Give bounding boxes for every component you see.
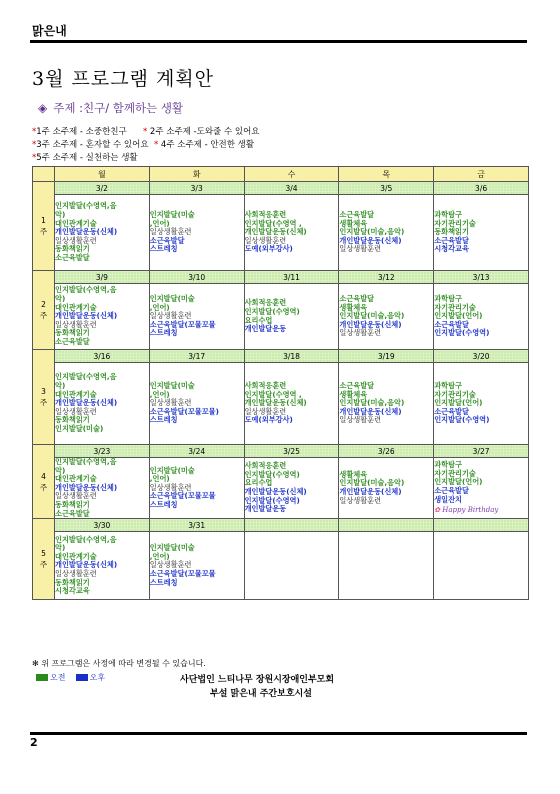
activity-item: 사회적응훈련 — [244, 210, 287, 220]
date-cell: 3/25 — [244, 445, 339, 458]
activity-item: 개인발달운동(신체) — [244, 227, 307, 237]
activity-item: 인지발달(수영역,음 — [55, 534, 117, 544]
activity-item: 동화책읽기 — [55, 415, 90, 425]
week-label-part: 2 — [41, 300, 46, 309]
week-label-part: 3 — [41, 387, 46, 396]
star-icon: * — [32, 140, 37, 150]
week-topic-5: 5주 소주제 - 실천하는 생활 — [36, 153, 138, 163]
week-label-part: 주 — [39, 227, 48, 236]
activity-item: 소근육발달 — [434, 406, 469, 416]
activity-item: 개인발달운동(신체) — [339, 319, 402, 329]
activity-item: 인지발달(미술,음악) — [339, 227, 405, 237]
activity-item: 동화책읽기 — [55, 328, 90, 338]
date-row — [33, 182, 529, 195]
activity-item: 생활체육 — [339, 218, 368, 228]
activity-item: ,언어) — [149, 389, 170, 399]
week-topic-1: 1주 소주제 - 소중한친구 — [36, 127, 127, 137]
activity-item: 일상생활훈련 — [55, 568, 97, 578]
date-row — [33, 271, 529, 284]
week-label — [33, 445, 55, 519]
activity-item: 인지발달(수영역,음 — [55, 372, 117, 382]
activity-item: 과학탐구 — [434, 460, 462, 470]
activity-item: 일상생활훈련 — [149, 560, 192, 570]
activity-item: 인지발달(미술,음악) — [339, 311, 405, 321]
activity-item: 개인발달운동(신체) — [55, 482, 118, 492]
activity-item: 인지발달(미술 — [149, 543, 195, 553]
week-label — [33, 519, 55, 600]
activity-item: 개인발달운동 — [244, 324, 287, 334]
activity-row — [33, 363, 529, 445]
date-cell: 3/20 — [434, 350, 529, 363]
activity-item: 일상생활훈련 — [244, 406, 287, 416]
activity-item: 자기관리기술 — [434, 218, 476, 228]
activity-item: 일상생활훈련 — [149, 311, 192, 321]
activity-item: 일상생활훈련 — [149, 227, 192, 237]
date-cell: 3/18 — [244, 350, 339, 363]
activity-item: 시청각교육 — [55, 586, 90, 596]
activity-cell — [434, 532, 529, 600]
activity-item: ,언어) — [149, 218, 170, 228]
activity-cell — [244, 284, 339, 350]
week-label-part: 5 — [41, 549, 46, 559]
activity-item: 소근육발달 — [434, 235, 469, 245]
date-cell: 3/31 — [149, 519, 244, 532]
activity-cell — [339, 195, 434, 271]
activity-cell — [434, 195, 529, 271]
date-row — [33, 445, 529, 458]
week-label — [33, 182, 55, 271]
asterisk-icon: ✻ — [32, 659, 39, 668]
activity-item: 사회적응훈련 — [244, 298, 287, 308]
activity-item: 자기관리기술 — [434, 302, 476, 312]
activity-item: 일상생활훈련 — [339, 415, 382, 425]
activity-item: 사회적응훈련 — [244, 461, 287, 471]
date-cell: 3/17 — [149, 350, 244, 363]
activity-item: 스트레칭 — [149, 244, 178, 254]
activity-item: 일상생활훈련 — [149, 398, 192, 408]
activity-item: 소근육발달 — [339, 210, 375, 220]
activity-item: 일상생활훈련 — [55, 319, 97, 329]
activity-item: 사회적응훈련 — [244, 381, 287, 391]
activity-cell — [55, 458, 150, 519]
program-table — [32, 166, 529, 600]
day-header: 금 — [434, 167, 529, 182]
date-cell: 3/30 — [55, 519, 150, 532]
activity-item: 스트레칭 — [149, 328, 178, 338]
activity-cell — [434, 458, 529, 519]
week-label-part: 주 — [39, 311, 48, 320]
activity-item: 생활체육 — [339, 389, 368, 399]
date-row — [33, 519, 529, 532]
activity-item: 인지발달(미술,음악) — [339, 398, 405, 408]
activity-item: 인지발달(수영역,음 — [55, 201, 117, 211]
header-title: 맑은내 — [32, 24, 67, 38]
activity-item: 인지발달(수영역) — [244, 306, 300, 316]
activity-item: 일상생활훈련 — [339, 244, 382, 254]
activity-item: 동화책읽기 — [434, 227, 469, 237]
activity-row — [33, 284, 529, 350]
date-cell — [434, 519, 529, 532]
activity-item: 생활체육 — [339, 469, 368, 479]
date-cell — [244, 519, 339, 532]
activity-item: 요리수업 — [244, 315, 273, 325]
activity-item: 개인발달운동(신체) — [55, 398, 118, 408]
date-cell: 3/13 — [434, 271, 529, 284]
date-cell: 3/23 — [55, 445, 150, 458]
activity-item: 과학탐구 — [434, 294, 462, 304]
change-note — [32, 658, 206, 669]
activity-item: 스트레칭 — [149, 415, 178, 425]
star-icon: * — [32, 127, 37, 137]
legend-am-swatch — [36, 674, 48, 681]
activity-item: 개인발달운동(신체) — [339, 235, 402, 245]
activity-item: 동화책읽기 — [55, 577, 90, 587]
week-topic-2: 2주 소주제 -도와줄 수 있어요 — [149, 127, 260, 137]
activity-item: ,언어) — [149, 551, 170, 561]
theme-text: 주제 :친구/ 함께하는 생활 — [53, 101, 184, 115]
date-row — [33, 350, 529, 363]
activity-item: 일상생활훈련 — [55, 491, 97, 501]
day-header: 화 — [149, 167, 244, 182]
activity-item: 과학탐구 — [434, 210, 462, 220]
activity-item: 소근육발달 — [55, 252, 90, 262]
activity-item: 소근육발달(꼬물꼬물 — [149, 568, 216, 578]
activity-item: 인지발달(수영역) — [434, 328, 490, 338]
activity-item: 악) — [55, 210, 66, 220]
change-note-text: 위 프로그램은 사정에 따라 변경될 수 있습니다. — [41, 659, 206, 668]
activity-item: 인지발달(미술 — [149, 381, 195, 391]
activity-item: 도예(외부강사) — [244, 415, 293, 425]
activity-item: 인지발달(언어) — [434, 398, 483, 408]
week-topic-4: 4주 소주제 - 안전한 생활 — [160, 140, 255, 150]
date-cell: 3/27 — [434, 445, 529, 458]
activity-cell — [149, 195, 244, 271]
date-cell: 3/4 — [244, 182, 339, 195]
activity-item: 악) — [55, 381, 66, 391]
activity-item: 소근육발달 — [149, 235, 185, 245]
activity-row — [33, 458, 529, 519]
activity-cell — [339, 284, 434, 350]
activity-cell — [244, 195, 339, 271]
activity-item: 개인발달운동(신체) — [339, 406, 402, 416]
activity-item: 시청각교육 — [434, 244, 469, 254]
activity-item: 소근육발달(꼬물꼬물 — [149, 319, 216, 329]
birthday-text: Happy Birthday — [442, 506, 499, 515]
corner-cell — [33, 167, 55, 182]
page-title: 3월 프로그램 계획안 — [32, 68, 214, 90]
star-icon: * — [153, 140, 159, 150]
week-topics-row-1 — [32, 126, 260, 139]
legend-pm-swatch — [76, 674, 88, 681]
date-cell: 3/5 — [339, 182, 434, 195]
legend — [36, 672, 105, 683]
date-cell: 3/3 — [149, 182, 244, 195]
activity-item: 인지발달(미술) — [55, 423, 104, 433]
activity-item: 개인발달운동(신체) — [244, 487, 307, 497]
activity-item: 소근육발달 — [55, 508, 90, 518]
activity-item: 동화책읽기 — [55, 499, 90, 509]
activity-cell — [434, 284, 529, 350]
date-cell: 3/9 — [55, 271, 150, 284]
activity-cell — [244, 363, 339, 445]
date-cell: 3/24 — [149, 445, 244, 458]
activity-item: 자기관리기술 — [434, 389, 476, 399]
date-cell: 3/26 — [339, 445, 434, 458]
birthday-banner — [434, 506, 498, 515]
legend-am-label: 오전 — [50, 673, 66, 682]
week-label-part: 1 — [41, 216, 46, 225]
page-number: 2 — [30, 736, 38, 749]
activity-item: 개인발달운동(신체) — [55, 560, 118, 570]
activity-item: 인지발달(미술,음악) — [339, 478, 405, 488]
activity-item: 개인발달운동(신체) — [55, 311, 118, 321]
theme-line — [38, 100, 183, 116]
activity-cell — [149, 363, 244, 445]
activity-item: 대인관계기술 — [55, 218, 97, 228]
balloon-icon: ✿ — [434, 506, 443, 515]
date-cell: 3/12 — [339, 271, 434, 284]
week-label — [33, 350, 55, 445]
diamond-icon: ◈ — [38, 101, 48, 115]
week-label-part: 주 — [39, 560, 48, 570]
activity-item: 소근육발달 — [339, 381, 375, 391]
activity-item: 인지발달(미술 — [149, 210, 195, 220]
activity-item: 인지발달(언어) — [434, 311, 483, 321]
org-name: 사단법인 느티나무 장원시장애인부모회 — [180, 675, 335, 685]
date-cell: 3/10 — [149, 271, 244, 284]
activity-cell — [149, 458, 244, 519]
activity-cell — [339, 532, 434, 600]
footer-divider — [30, 732, 527, 735]
activity-item: 소근육발달(꼬물꼬물 — [149, 491, 216, 501]
activity-item: 대인관계기술 — [55, 302, 97, 312]
week-topic-3: 3주 소주제 - 혼자할 수 있어요 — [36, 140, 149, 150]
activity-item: ,언어) — [149, 474, 170, 484]
activity-row — [33, 532, 529, 600]
day-header-row — [33, 167, 529, 182]
date-cell: 3/2 — [55, 182, 150, 195]
activity-item: 대인관계기술 — [55, 389, 97, 399]
week-label-part: 주 — [39, 398, 48, 407]
activity-item: 인지발달(수영역 , — [244, 389, 302, 399]
date-cell: 3/19 — [339, 350, 434, 363]
date-cell: 3/16 — [55, 350, 150, 363]
week-label — [33, 271, 55, 350]
activity-cell — [55, 532, 150, 600]
activity-item: 인지발달(수영역,음 — [55, 285, 117, 295]
activity-cell — [55, 363, 150, 445]
week-topics — [32, 126, 260, 165]
activity-item: 자기관리기술 — [434, 468, 476, 478]
day-header: 월 — [55, 167, 150, 182]
legend-pm-label: 오후 — [89, 673, 106, 682]
week-topics-row-2 — [32, 139, 260, 152]
activity-item: 인지발달(수영역 , — [244, 218, 302, 228]
activity-item: 대인관계기술 — [55, 551, 97, 561]
activity-item: 인지발달(수영역) — [244, 469, 300, 479]
activity-item: 대인관계기술 — [55, 474, 97, 484]
activity-item: 악) — [55, 465, 66, 475]
activity-item: 일상생활훈련 — [339, 495, 382, 505]
date-cell: 3/6 — [434, 182, 529, 195]
activity-cell — [339, 458, 434, 519]
activity-item: 요리수업 — [244, 478, 273, 488]
activity-item: 도예(외부강사) — [244, 244, 293, 254]
activity-cell — [149, 532, 244, 600]
activity-item: ,언어) — [149, 302, 170, 312]
star-icon: * — [142, 127, 148, 137]
activity-cell — [244, 458, 339, 519]
activity-item: 소근육발달 — [434, 319, 469, 329]
activity-cell — [434, 363, 529, 445]
activity-item: 인지발달(미술 — [149, 294, 195, 304]
activity-item: 과학탐구 — [434, 381, 462, 391]
week-label-part: 주 — [39, 482, 48, 492]
activity-item: 악) — [55, 294, 66, 304]
day-header: 목 — [339, 167, 434, 182]
activity-item: 생일잔치 — [434, 494, 462, 504]
week-label-part: 4 — [41, 471, 46, 481]
activity-item: 일상생활훈련 — [55, 235, 97, 245]
activity-item: 일상생활훈련 — [339, 328, 382, 338]
activity-row — [33, 195, 529, 271]
activity-item: 인지발달(언어) — [434, 477, 483, 487]
date-cell — [339, 519, 434, 532]
facility-name: 부설 맑은내 주간보호시설 — [210, 689, 312, 699]
header-divider — [30, 40, 527, 43]
activity-item: 일상생활훈련 — [244, 235, 287, 245]
activity-cell — [244, 532, 339, 600]
activity-item: 스트레칭 — [149, 577, 178, 587]
activity-cell — [339, 363, 434, 445]
star-icon: * — [32, 153, 37, 163]
activity-item: 생활체육 — [339, 302, 368, 312]
activity-cell — [149, 284, 244, 350]
day-header: 수 — [244, 167, 339, 182]
date-cell: 3/11 — [244, 271, 339, 284]
activity-cell — [55, 284, 150, 350]
activity-item: 소근육발달 — [434, 486, 469, 496]
activity-item: 개인발달운동 — [244, 504, 287, 514]
activity-cell — [55, 195, 150, 271]
activity-item: 인지발달(미술 — [149, 465, 195, 475]
activity-item: 일상생활훈련 — [55, 406, 97, 416]
activity-item: 악) — [55, 543, 66, 553]
activity-item: 개인발달운동(신체) — [55, 227, 118, 237]
activity-item: 일상생활훈련 — [149, 482, 192, 492]
activity-item: 소근육발달 — [339, 294, 375, 304]
activity-item: 소근육발달 — [55, 336, 90, 346]
activity-item: 개인발달운동(신체) — [339, 487, 402, 497]
activity-item: 동화책읽기 — [55, 244, 90, 254]
activity-item: 인지발달(수영역,음 — [55, 457, 117, 466]
activity-item: 스트레칭 — [149, 499, 178, 509]
activity-item: 개인발달운동(신체) — [244, 398, 307, 408]
activity-item: 인지발달(수영역) — [244, 495, 300, 505]
activity-item: 인지발달(수영역) — [434, 415, 490, 425]
week-topics-row-3 — [32, 152, 260, 165]
activity-item: 소근육발달(꼬물꼬물) — [149, 406, 219, 416]
